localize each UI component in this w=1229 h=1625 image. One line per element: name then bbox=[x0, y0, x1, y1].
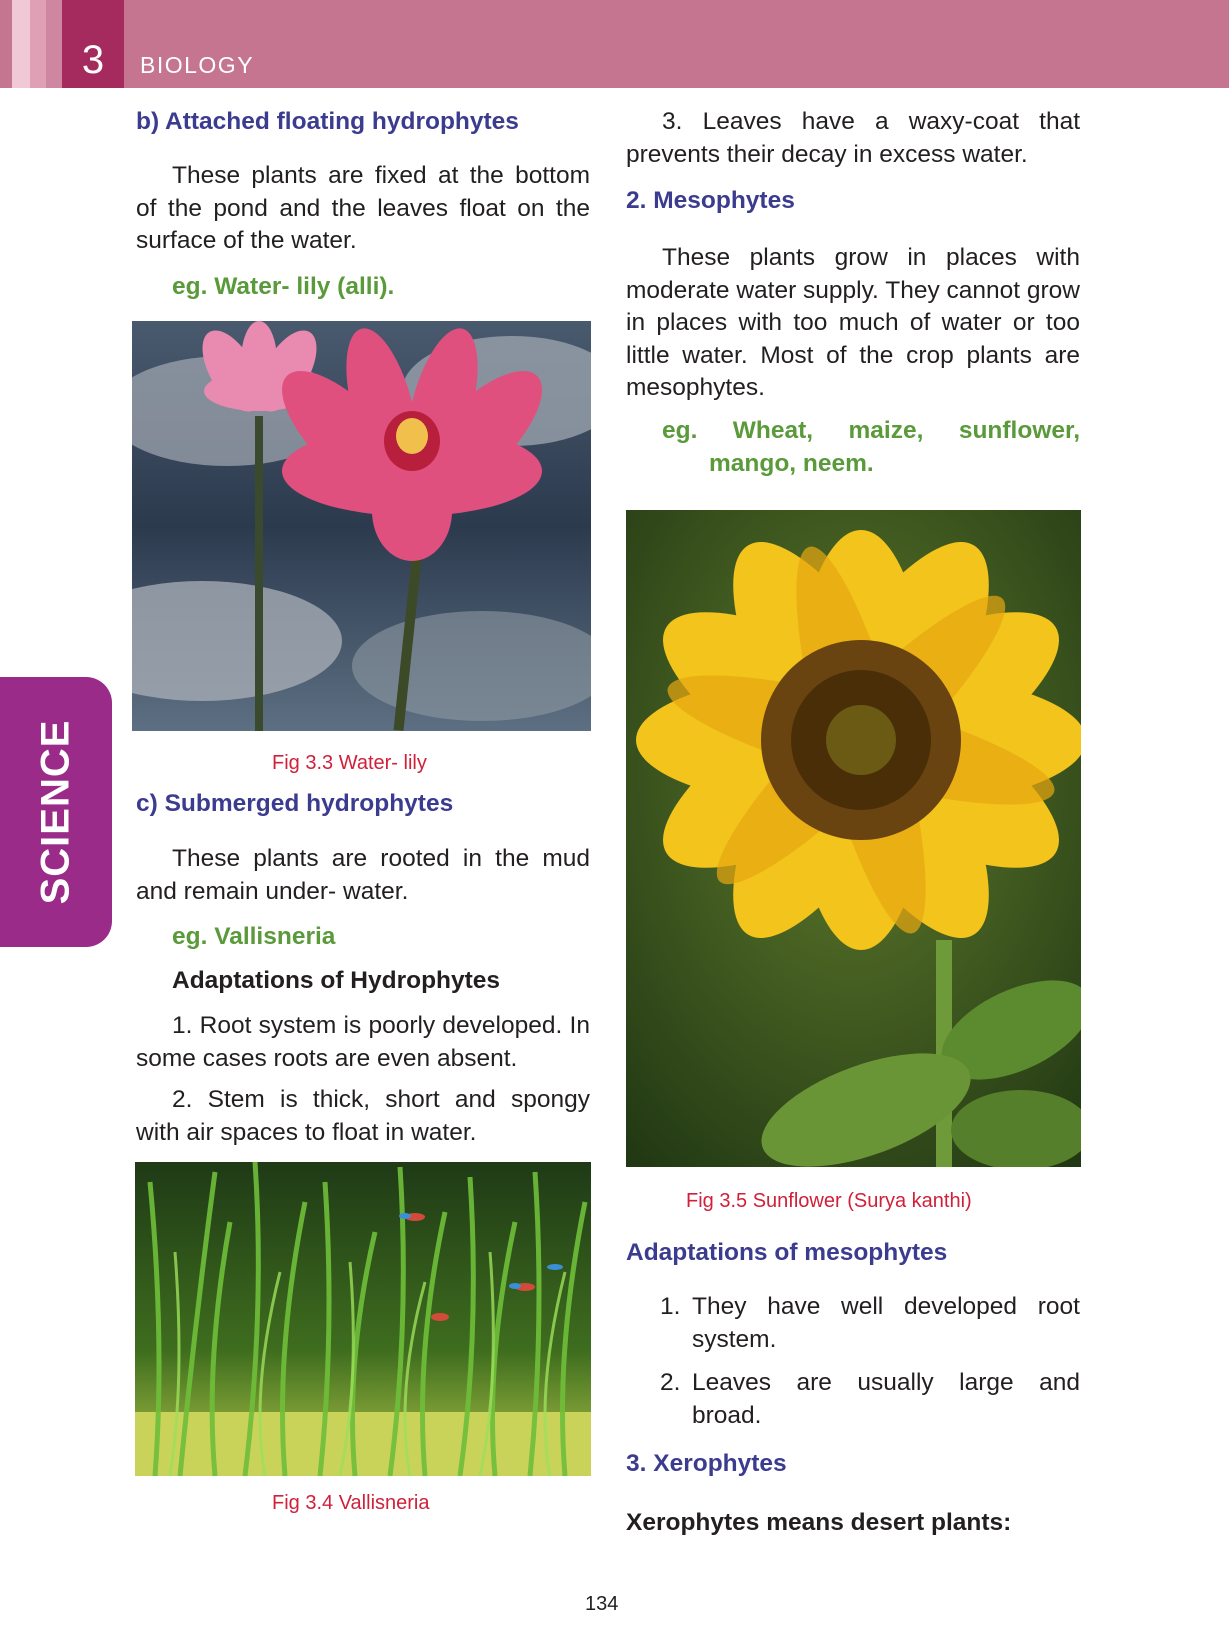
fig-3-5-caption: Fig 3.5 Sunflower (Surya kanthi) bbox=[686, 1190, 972, 1212]
meso-item-text: Leaves are usually large and broad. bbox=[692, 1369, 1080, 1429]
fig-3-4-caption: Fig 3.4 Vallisneria bbox=[272, 1492, 430, 1514]
science-side-tab bbox=[0, 677, 112, 947]
hydrophyte-adaptation-1: 1. Root system is poorly developed. In some cases roots are even absent. bbox=[136, 1012, 590, 1072]
heading-attached-floating: b) Attached floating hydrophytes bbox=[136, 108, 519, 135]
hydrophyte-adaptation-2: 2. Stem is thick, short and spongy with air spaces to float in water. bbox=[136, 1086, 590, 1146]
heading-submerged: c) Submerged hydrophytes bbox=[136, 790, 454, 817]
header-stripe bbox=[46, 0, 62, 88]
para-mesophytes: These plants grow in places with moderate water supply. They cannot grow in places with too much of water or too little water. Most of the crop plants are mesophytes. bbox=[626, 244, 1080, 401]
fig-3-3-caption: Fig 3.3 Water- lily bbox=[272, 752, 427, 774]
heading-mesophytes: 2. Mesophytes bbox=[626, 187, 795, 214]
heading-xerophytes: 3. Xerophytes bbox=[626, 1450, 787, 1477]
meso-item-number: 2. bbox=[660, 1369, 681, 1396]
vallisneria-photo bbox=[135, 1162, 591, 1476]
chapter-header bbox=[0, 0, 1229, 88]
para-attached-floating: These plants are fixed at the bottom of the pond and the leaves float on the surface of the water. bbox=[136, 162, 590, 254]
hydrophyte-adaptation-3: 3. Leaves have a waxy-coat that prevents their decay in excess water. bbox=[626, 108, 1080, 168]
chapter-number-box bbox=[62, 0, 124, 88]
adaptations-hydrophytes-heading: Adaptations of Hydrophytes bbox=[172, 967, 501, 994]
sunflower-photo bbox=[626, 510, 1081, 1167]
example-mesophytes: eg. Wheat, maize, sunflower, mango, neem. bbox=[662, 417, 1080, 477]
para-submerged: These plants are rooted in the mud and remain under- water. bbox=[136, 845, 590, 905]
subject-title: BIOLOGY bbox=[140, 52, 255, 78]
side-tab-label: SCIENCE bbox=[33, 719, 78, 905]
page-number: 134 bbox=[585, 1593, 619, 1615]
example-vallisneria: eg. Vallisneria bbox=[172, 923, 336, 950]
adaptations-mesophytes-heading: Adaptations of mesophytes bbox=[626, 1239, 948, 1266]
meso-item-number: 1. bbox=[660, 1293, 681, 1320]
chapter-number: 3 bbox=[81, 38, 105, 82]
water-lily-photo bbox=[132, 321, 591, 731]
meso-item-text: They have well developed root system. bbox=[692, 1293, 1080, 1353]
xerophytes-definition: Xerophytes means desert plants: bbox=[626, 1509, 1012, 1536]
header-stripe bbox=[12, 0, 30, 88]
header-stripe bbox=[30, 0, 46, 88]
example-water-lily: eg. Water- lily (alli). bbox=[172, 273, 395, 300]
